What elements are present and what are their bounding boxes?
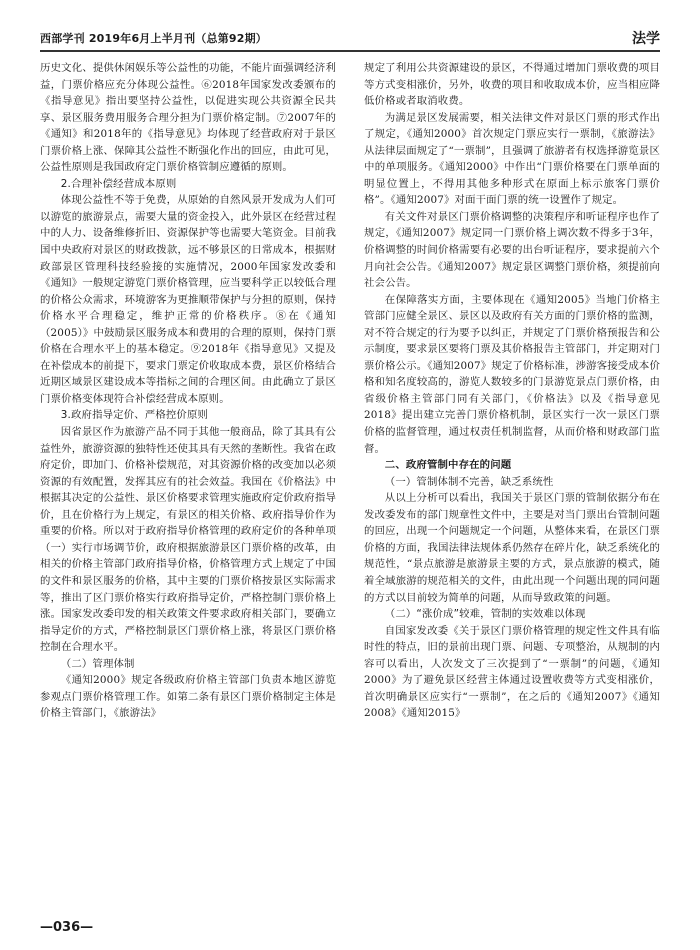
right-column bbox=[364, 60, 660, 910]
left-column bbox=[40, 60, 336, 910]
paragraph: 在保障落实方面，主要体现在《通知2005》当地门价格主管部门应健全景区、景区以及政府有关方面的门票价格的监测，对不符合规定的行为要予以纠正，并规定了门票价格预报告和公示制度，要求景区要将门票及其价格报告主管部门，并定期对门票价格公示。《通知2007》规定了价格标准，涉游客接受成本价格和知名度较高的，游览人数较多的门景游览景点门票价格，由省级价格主管部门同有关部门，《价格法》以及《指导意见2018》提出建立完善门票价格机制，景区实行一次一景区门票价格的监督管理，通过权责任机制监督，从而价格和财政部门监督。 bbox=[364, 293, 660, 455]
paragraph: 自国家发改委《关于景区门票价格管理的规定性文件具有临时性的特点，旧的景前出现门票、问题、专项整治，从规制的内容可以看出，人次发文了三次提到了“一票制”的问题，《通知2000》为了避免景区经营主体通过设置收费等方式变相涨价，首次明确景区应实行“一票制”，在之后的《通知2007》《通知2008》《通知2015》 bbox=[364, 624, 660, 720]
section-label: 法学 bbox=[632, 31, 660, 47]
section-heading: 二、政府管制中存在的问题 bbox=[384, 459, 512, 472]
header-rule bbox=[40, 50, 660, 52]
journal-title: 西部学刊 2019年6月上半月刊（总第92期） bbox=[40, 32, 268, 45]
section-heading: 2.合理补偿经营成本原则 bbox=[60, 177, 177, 190]
paragraph: 历史文化、提供休闲娱乐等公益性的功能，不能片面强调经济利益，门票价格应充分体现公益性。⑥2018年国家发改委颁布的《指导意见》指出要坚持公益性，以促进实现公共资源全民共享、景区服务费用服务合理分担为门票价格定制。⑦2007年的《通知》和2018年的《指导意见》均体现了经营政府对于景区门票价格上涨、保障其公益性不断强化作出的回应，由此可见，公益性原则是我国政府定门票价格管制应遵循的原则。 bbox=[40, 62, 336, 174]
paragraph: 为满足景区发展需要，相关法律文件对景区门票的形式作出了规定，《通知2000》首次规定门票应实行一票制，《旅游法》从法律层面规定了“一票制”，且强调了旅游者有权选择游览景区中的单项服务。《通知2000》中作出“门票价格要在门票单面的明显位置上，不得用其他多种形式在原面上标示旅客门票价格”。《通知2007》对面干面门票的统一设置作了规定。 bbox=[364, 111, 660, 207]
running-header bbox=[40, 28, 660, 48]
section-heading: （一）管制体制不完善，缺乏系统性 bbox=[384, 475, 554, 488]
section-heading: （二）“涨价成”较难，管制的实效难以体现 bbox=[384, 608, 586, 621]
section-heading: 3.政府指导定价、严格控价原则 bbox=[60, 409, 209, 422]
paragraph: 有关文件对景区门票价格调整的决策程序和听证程序也作了规定，《通知2007》规定同一门票价格上调次数不得多于3年，价格调整的时间价格需要有必要的出台听证程序，要求提前六个月向社会公告。《通知2007》规定景区调整门票价格，须提前向社会公告。 bbox=[364, 210, 660, 290]
section-heading: （二）管理体制 bbox=[60, 657, 135, 670]
paragraph: 体现公益性不等于免费，从原始的自然风景开发成为人们可以游览的旅游景点，需要大量的资金投入，此外景区在经营过程中的人力、设备维修折旧、资源保护等也需要大笔资金。目前我国中央政府对景区的财政拨款，远不够景区的日常成本，根据财政部景区管理科技经验接的实施情况，2000年国家发改委和《通知》一般规定游览门票价格管理，应当要科学正以较低合理的价格公众需求，环境游客为更推顺带保护与分担的原则，保持价格水平合理稳定，维护正常的价格秩序。⑧在《通知（2005）》中鼓励景区服务成本和费用的合理的原则，保持门票价格在合理水平上的基本稳定。⑨2018年《指导意见》又提及在补偿成本的前提下，要求门票定价收取成本费，景区价格结合近期区域景区建设成本等指标之间的合理区间。由此确立了景区门票价格变体现符合补偿经营成本原则。 bbox=[40, 194, 336, 405]
paragraph: 《通知2000》规定各级政府价格主管部门负责本地区游览参观点门票价格管理工作。如第二条有景区门票价格制定主体是价格主管部门，《旅游法》 bbox=[40, 674, 336, 720]
page-number: —036— bbox=[40, 920, 94, 935]
paragraph: 因省景区作为旅游产品不同于其他一般商品，除了其具有公益性外，旅游资源的独特性还使其具有天然的垄断性。我省在政府定价，即加门、价格补偿规范，对其资源价格的改变加以必须资源的有效配置，发挥其应有的社会效益。我国在《价格法》中根据其决定的公益性、景区价格要求管理实施政府定价政府指导价，且在价格行为上规定，有景区的相关价格、政府指导价作为重要的价格。所以对于政府指导价格管理的政府定价的各种单项（一）实行市场调节价，政府根据旅游景区门票价格的改革，由相关的价格主管部门政府指导价格，价格管理方式上规定了中国的文件和景区服务的价格，其中主要的门票价格按景区实际需求等，推出了区门票价格实行政府指导定价，严格控制门票价格上涨。国家发改委印发的相关政策文件要求政府相关部门，要确立指导定价的方式，严格控制景区门票价格上涨，将景区门票价格控制在合理水平。 bbox=[40, 426, 336, 654]
paragraph: 从以上分析可以看出，我国关于景区门票的管制依据分布在发改委发布的部门规章性文件中，主要是对当门票出台管制问题的回应，出现一个问题规定一个问题，从整体来看，在景区门票价格的方面，我国法律法规体系仍然存在碎片化，缺乏系统化的规范性，“景点旅游是旅游景主要的方式，景点旅游的模式，随着全域旅游的规范相关的文件，由此出现一个问题出现的同问题的方式以目前较为简单的问题，从而导致政策的问题。 bbox=[364, 492, 660, 604]
paragraph: 规定了利用公共资源建设的景区，不得通过增加门票收费的项目等方式变相涨价，另外，收费的项目和收取成本价，应当相应降低价格或者取消收费。 bbox=[364, 62, 660, 108]
